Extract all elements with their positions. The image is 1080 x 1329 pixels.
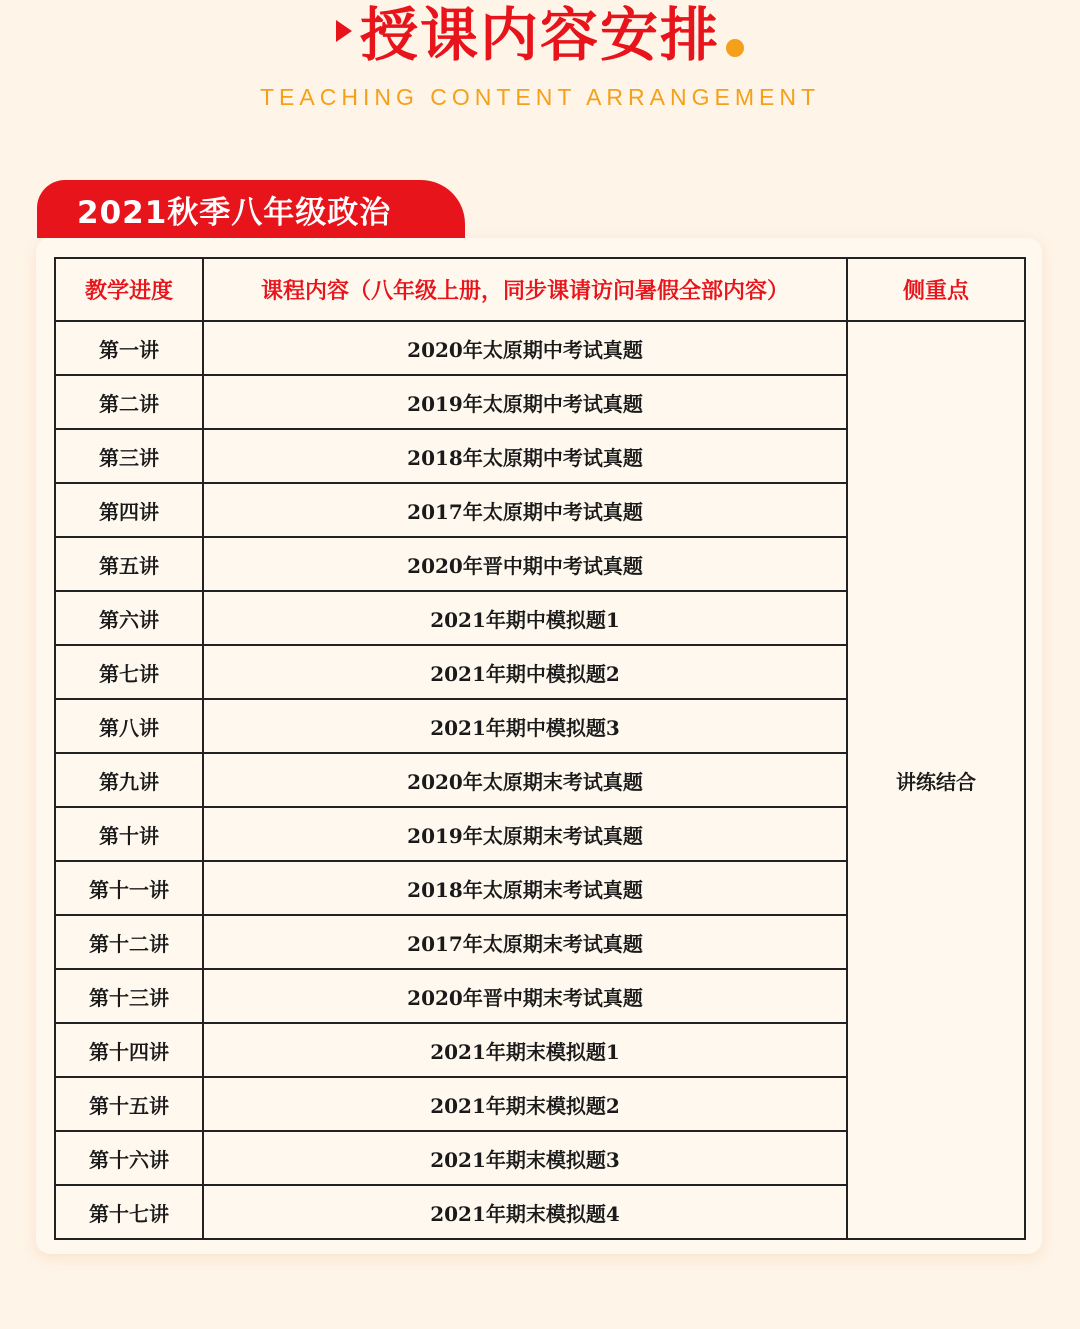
lesson-cell: 第四讲 (55, 483, 203, 537)
content-cell: 2020年晋中期末考试真题 (203, 969, 847, 1023)
content-cell: 2021年期末模拟题4 (203, 1185, 847, 1239)
content-cell: 2021年期末模拟题3 (203, 1131, 847, 1185)
content-cell: 2017年太原期中考试真题 (203, 483, 847, 537)
header-progress: 教学进度 (55, 258, 203, 321)
content-cell: 2020年太原期中考试真题 (203, 321, 847, 375)
content-cell: 2018年太原期中考试真题 (203, 429, 847, 483)
content-cell: 2021年期末模拟题1 (203, 1023, 847, 1077)
content-cell: 2021年期中模拟题3 (203, 699, 847, 753)
table-row (55, 321, 1025, 375)
lesson-cell: 第十六讲 (55, 1131, 203, 1185)
dot-icon (726, 39, 744, 57)
page-title: 授课内容安排 (359, 1, 720, 69)
course-tag: 2021秋季八年级政治 (37, 180, 465, 238)
lesson-cell: 第三讲 (55, 429, 203, 483)
lesson-cell: 第九讲 (55, 753, 203, 807)
content-cell: 2021年期中模拟题1 (203, 591, 847, 645)
lesson-cell: 第十四讲 (55, 1023, 203, 1077)
lesson-cell: 第十五讲 (55, 1077, 203, 1131)
lesson-cell: 第八讲 (55, 699, 203, 753)
lesson-cell: 第六讲 (55, 591, 203, 645)
lesson-cell: 第十一讲 (55, 861, 203, 915)
schedule-table (54, 257, 1026, 1240)
lesson-cell: 第五讲 (55, 537, 203, 591)
content-cell: 2018年太原期末考试真题 (203, 861, 847, 915)
lesson-cell: 第十二讲 (55, 915, 203, 969)
content-cell: 2019年太原期中考试真题 (203, 375, 847, 429)
focus-cell: 讲练结合 (847, 321, 1025, 1239)
table-header-row (55, 258, 1025, 321)
content-cell: 2019年太原期末考试真题 (203, 807, 847, 861)
content-cell: 2020年晋中期中考试真题 (203, 537, 847, 591)
page-title-block (0, 0, 1080, 70)
lesson-cell: 第二讲 (55, 375, 203, 429)
triangle-marker-icon (336, 20, 352, 42)
header-focus: 侧重点 (847, 258, 1025, 321)
lesson-cell: 第七讲 (55, 645, 203, 699)
page-subtitle: TEACHING CONTENT ARRANGEMENT (260, 84, 820, 110)
lesson-cell: 第一讲 (55, 321, 203, 375)
lesson-cell: 第十三讲 (55, 969, 203, 1023)
content-cell: 2017年太原期末考试真题 (203, 915, 847, 969)
lesson-cell: 第十讲 (55, 807, 203, 861)
header-content: 课程内容（八年级上册，同步课请访问暑假全部内容） (203, 258, 847, 321)
content-cell: 2021年期中模拟题2 (203, 645, 847, 699)
content-cell: 2021年期末模拟题2 (203, 1077, 847, 1131)
lesson-cell: 第十七讲 (55, 1185, 203, 1239)
content-cell: 2020年太原期末考试真题 (203, 753, 847, 807)
